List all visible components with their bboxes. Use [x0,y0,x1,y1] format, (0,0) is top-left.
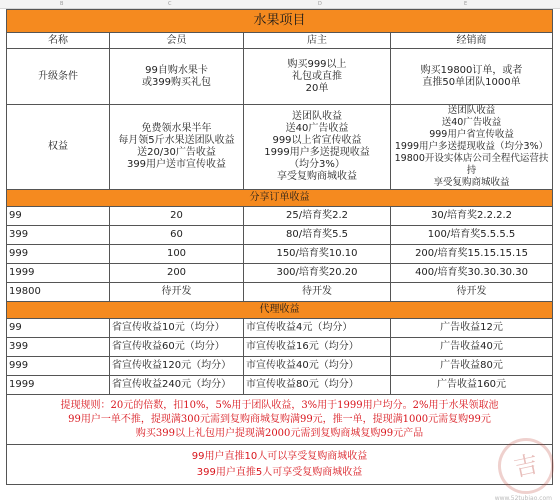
table-row: 999 省宣传收益120元（均分） 市宣传收益40元（均分） 广告收益80元 [7,357,553,376]
header-name: 名称 [7,33,110,49]
spreadsheet-column-header [0,0,560,9]
table-row: 19800 待开发 待开发 待开发 [7,283,553,302]
column-letter: E [464,1,468,7]
header-dealer: 经销商 [391,33,553,49]
footer-notes: 99用户直推10人可以享受复购商城收益 399用户直推5人可享受复购商城收益 [7,445,553,485]
table-row: 1999 省宣传收益240元（均分） 市宣传收益80元（均分） 广告收益160元 [7,376,553,395]
upgrade-dealer: 购买19800订单，或者 直推50单团队1000单 [391,49,553,105]
upgrade-member: 99自购水果卡 或399购买礼包 [110,49,244,105]
withdraw-rules: 提现规则：20元的倍数，扣10%，5%用于团队收益，3%用于1999用户均分。2%用于水果领取池 99用户一单不推，提现满300元需到复购商城复购满99元，推一单，提现满1000元需复购99元 购买399以上礼包用户提现满2000元需到复购商城复购99元产品 [7,395,553,445]
rights-owner: 送团队收益 送40广告收益 999以上省宣传收益 1999用户多送提现收益 （均分3%） 享受复购商城收益 [244,105,391,190]
table-row: 99 20 25/培育奖2.2 30/培育奖2.2.2.2 [7,207,553,226]
header-member: 会员 [110,33,244,49]
watermark-url: www.52tubiao.com [494,495,552,502]
table-title: 水果项目 [7,10,553,33]
column-letter: C [168,1,172,7]
watermark-seal-icon: 吉 [493,433,559,499]
upgrade-owner: 购买999以上 礼包或直推 20单 [244,49,391,105]
column-letter: B [60,1,64,7]
share-section-header: 分享订单收益 [7,190,553,207]
table-row: 399 60 80/培育奖5.5 100/培育奖5.5.5.5 [7,226,553,245]
header-owner: 店主 [244,33,391,49]
rights-label: 权益 [7,105,110,190]
rights-dealer: 送团队收益 送40广告收益 999用户省宣传收益 1999用户多送提现收益（均分3%） 19800开设实体店公司全程代运营扶持 享受复购商城收益 [391,105,553,190]
agent-section-header: 代理收益 [7,302,553,319]
fruit-project-table [6,9,553,485]
rights-member: 免费领水果半年 每月领5斤水果送团队收益 送20/30广告收益 399用户送市宣传收益 [110,105,244,190]
table-row: 99 省宣传收益10元（均分） 市宣传收益4元（均分） 广告收益12元 [7,319,553,338]
table-row: 399 省宣传收益60元（均分） 市宣传收益16元（均分） 广告收益40元 [7,338,553,357]
table-row: 999 100 150/培育奖10.10 200/培育奖15.15.15.15 [7,245,553,264]
upgrade-label: 升级条件 [7,49,110,105]
column-letter: D [318,1,322,7]
table-row: 1999 200 300/培育奖20.20 400/培育奖30.30.30.30 [7,264,553,283]
